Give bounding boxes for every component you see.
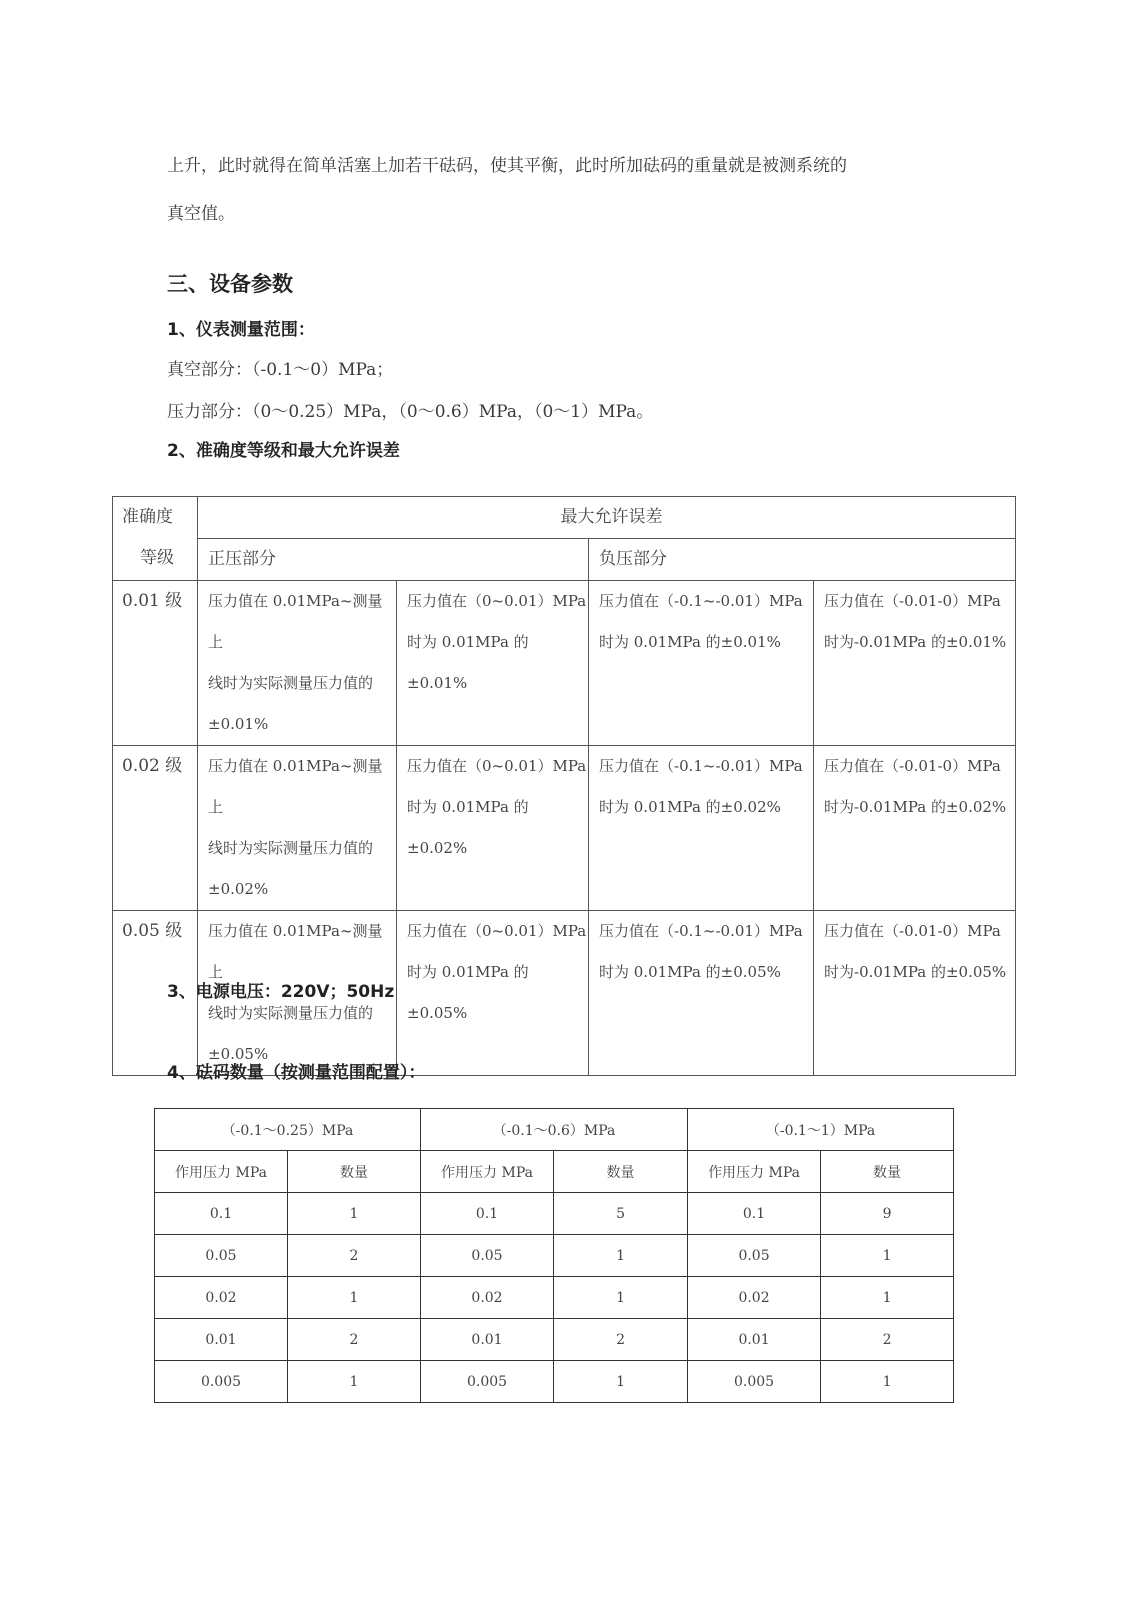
weights-table xyxy=(154,1108,954,1403)
range-header: （-0.1～1）MPa xyxy=(688,1109,954,1151)
weights-table-body xyxy=(155,1193,954,1403)
col-header-pressure: 作用压力 MPa xyxy=(155,1151,288,1193)
col-header-count: 数量 xyxy=(288,1151,421,1193)
pressure-cell: 0.1 xyxy=(688,1193,821,1235)
table-row xyxy=(155,1277,954,1319)
pressure-cell: 0.1 xyxy=(155,1193,288,1235)
negative-lower-cell: 压力值在（-0.01-0）MPa 时为-0.01MPa 的±0.02% xyxy=(814,746,1016,911)
item2-title: 2、准确度等级和最大允许误差 xyxy=(167,441,400,461)
pressure-range: 压力部分：（0～0.25）MPa，（0～0.6）MPa，（0～1）MPa。 xyxy=(167,402,654,422)
count-cell: 1 xyxy=(554,1277,688,1319)
pressure-cell: 0.02 xyxy=(155,1277,288,1319)
grade-cell: 0.05 级 xyxy=(113,911,198,1076)
negative-lower-cell: 压力值在（-0.01-0）MPa 时为-0.01MPa 的±0.05% xyxy=(814,911,1016,1076)
count-cell: 2 xyxy=(554,1319,688,1361)
table-row xyxy=(155,1361,954,1403)
header-grade-line1: 准确度 xyxy=(122,507,173,527)
header-grade xyxy=(113,497,198,581)
pressure-cell: 0.01 xyxy=(688,1319,821,1361)
count-cell: 1 xyxy=(821,1235,954,1277)
header-positive: 正压部分 xyxy=(198,539,589,581)
col-header-pressure: 作用压力 MPa xyxy=(688,1151,821,1193)
count-cell: 1 xyxy=(554,1361,688,1403)
header-negative: 负压部分 xyxy=(589,539,1016,581)
negative-lower-cell: 压力值在（-0.01-0）MPa 时为-0.01MPa 的±0.01% xyxy=(814,581,1016,746)
table-row xyxy=(155,1319,954,1361)
positive-upper-cell: 压力值在 0.01MPa~测量上 线时为实际测量压力值的 ±0.02% xyxy=(198,746,397,911)
table-row xyxy=(113,581,1016,746)
range-header: （-0.1～0.25）MPa xyxy=(155,1109,421,1151)
count-cell: 2 xyxy=(288,1319,421,1361)
count-cell: 9 xyxy=(821,1193,954,1235)
positive-lower-cell: 压力值在（0~0.01）MPa 时为 0.01MPa 的±0.02% xyxy=(397,746,589,911)
item1-title: 1、仪表测量范围： xyxy=(167,320,315,340)
intro-line-1: 上升，此时就得在简单活塞上加若干砝码，使其平衡，此时所加砝码的重量就是被测系统的 xyxy=(167,156,847,176)
positive-lower-cell: 压力值在（0~0.01）MPa 时为 0.01MPa 的±0.01% xyxy=(397,581,589,746)
pressure-cell: 0.02 xyxy=(421,1277,554,1319)
table-row xyxy=(113,746,1016,911)
negative-upper-cell: 压力值在（-0.1~-0.01）MPa 时为 0.01MPa 的±0.05% xyxy=(589,911,814,1076)
section-title: 三、设备参数 xyxy=(167,272,293,296)
intro-line-2: 真空值。 xyxy=(167,204,235,224)
count-cell: 1 xyxy=(821,1277,954,1319)
negative-upper-cell: 压力值在（-0.1~-0.01）MPa 时为 0.01MPa 的±0.01% xyxy=(589,581,814,746)
count-cell: 1 xyxy=(288,1193,421,1235)
item4-title: 4、砝码数量（按测量范围配置）： xyxy=(167,1063,426,1083)
pressure-cell: 0.01 xyxy=(155,1319,288,1361)
count-cell: 1 xyxy=(288,1277,421,1319)
item3-title: 3、电源电压：220V；50Hz xyxy=(167,982,395,1002)
positive-upper-cell: 压力值在 0.01MPa~测量上 线时为实际测量压力值的 ±0.01% xyxy=(198,581,397,746)
count-cell: 5 xyxy=(554,1193,688,1235)
pressure-cell: 0.005 xyxy=(421,1361,554,1403)
col-header-count: 数量 xyxy=(821,1151,954,1193)
pressure-cell: 0.005 xyxy=(155,1361,288,1403)
header-max-error: 最大允许误差 xyxy=(198,497,1016,539)
positive-upper-cell: 压力值在 0.01MPa~测量上 线时为实际测量压力值的 ±0.05% xyxy=(198,911,397,1076)
range-header: （-0.1～0.6）MPa xyxy=(421,1109,688,1151)
table-row xyxy=(155,1193,954,1235)
pressure-cell: 0.05 xyxy=(155,1235,288,1277)
vacuum-range: 真空部分：（-0.1～0）MPa； xyxy=(167,360,394,380)
pressure-cell: 0.05 xyxy=(421,1235,554,1277)
pressure-cell: 0.005 xyxy=(688,1361,821,1403)
table-row xyxy=(155,1235,954,1277)
count-cell: 1 xyxy=(554,1235,688,1277)
pressure-cell: 0.1 xyxy=(421,1193,554,1235)
header-grade-line2: 等级 xyxy=(140,548,174,568)
count-cell: 2 xyxy=(288,1235,421,1277)
count-cell: 1 xyxy=(288,1361,421,1403)
positive-lower-cell: 压力值在（0~0.01）MPa 时为 0.01MPa 的±0.05% xyxy=(397,911,589,1076)
pressure-cell: 0.01 xyxy=(421,1319,554,1361)
pressure-cell: 0.05 xyxy=(688,1235,821,1277)
grade-cell: 0.01 级 xyxy=(113,581,198,746)
col-header-pressure: 作用压力 MPa xyxy=(421,1151,554,1193)
col-header-count: 数量 xyxy=(554,1151,688,1193)
negative-upper-cell: 压力值在（-0.1~-0.01）MPa 时为 0.01MPa 的±0.02% xyxy=(589,746,814,911)
pressure-cell: 0.02 xyxy=(688,1277,821,1319)
count-cell: 2 xyxy=(821,1319,954,1361)
count-cell: 1 xyxy=(821,1361,954,1403)
grade-cell: 0.02 级 xyxy=(113,746,198,911)
